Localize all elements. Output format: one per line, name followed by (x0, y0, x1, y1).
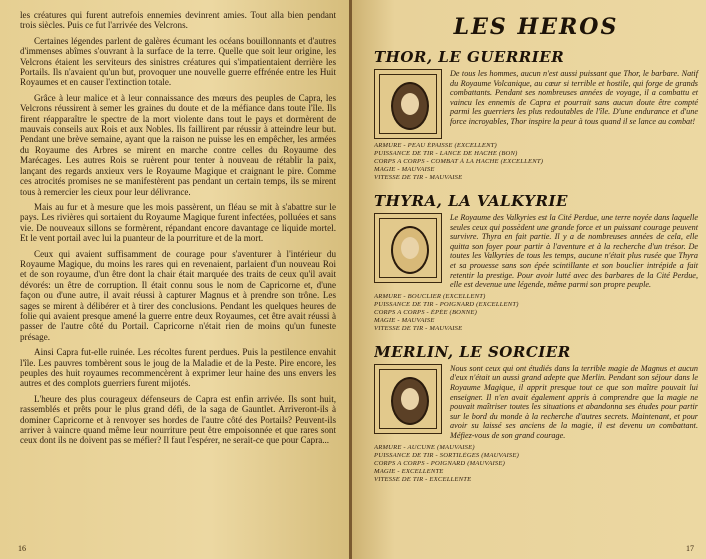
stat-line: VITESSE DE TIR - MAUVAISE (374, 174, 463, 181)
stat-line: CORPS A CORPS - COMBAT À LA HACHE (EXCELLENT) (374, 158, 544, 165)
stat-line: MAGIE - EXCELLENTE (374, 467, 444, 475)
hero-portrait-frame (374, 364, 442, 434)
stat-line: PUISSANCE DE TIR - LANCE DE HACHE (BON) (374, 150, 518, 157)
hero-name: THOR, LE GUERRIER (374, 48, 565, 66)
hero-thyra (374, 192, 698, 333)
left-page (0, 0, 350, 559)
hero-description: Nous sont ceux qui ont étudiés dans la terrible magie de Magnus et aucun d'eux n'était un aussi grand adepte que Merlin. Pendant son séjour dans le Royaume Magique, il apprit presque tout ce que son maître pouvait lui enseigner. Il n'en avait également appris à comprendre que la magie ne pouvait maîtriser toutes les situations et abandonna ses études pour partir sur le bord du monde à la recherche d'autres secrets. Maintenant, et pour avoir su laissé ses anciens de la magie, il est devenu un combattant. Méfiez-vous de son grand courage. (450, 363, 698, 440)
story-paragraph-3: Grâce à leur malice et à leur connaissance des mœurs des peuples de Capra, les Velcrons réussirent à semer les graines du doute et de la méfiance dans toute l'île. Ils firent réapparaître le spectre de la mort violente dans tout le pays et dormèrent de mauvais conseils aux Rois et aux Nobles. Ils faillirent par réussir à atteindre leur but. Pendant une brève semaine, ayant que la raison ne puisse les en empêcher, les armées du Royaume des Arbres se mirent en marche contre celles du Royaume des Marécages. Les autres Rois se ruèrent pour tenter à nouveau de rétablir la paix, lançant des regards anxieux vers le Royaume Magique et craignant le pire. Comme ces atrocités promises ne se manifestèrent pas pendant un certain temps, ils se mirent tous à remercier les cieux pour leur délivrance. (20, 92, 336, 197)
hero-name: THYRA, LA VALKYRIE (374, 192, 568, 210)
hero-stats (374, 293, 698, 333)
hero-description: De tous les hommes, aucun n'est aussi puissant que Thor, le barbare. Natif du Royaume Volcanique, au cœur si terrible et hostile, qui forge de grands combattants. Pendant ses nombreuses années de voyage, il a combattu et vaincu les ennemis de Capra et pourrait sans aucun doute être compté parmi les guerriers les plus redoutables de l'île. D'une endurance et d'une force incroyables, Thor inspire la peur à tous quand il se lance au combat! (450, 69, 698, 126)
story-paragraph-4: Mais au fur et à mesure que les mois passèrent, un fléau se mit à s'abattre sur le pays. Les rivières qui sortaient du Royaume Magique furent infectées, polluées et sans vie. De nouveaux sillons se formèrent, répandant encore davantage ce liquide mortel. Et le vent portail avec lui la puanteur de la pourriture et de la mort. (20, 201, 336, 244)
hero-description: Le Royaume des Valkyries est la Cité Perdue, une terre noyée dans laquelle seules ceux qui possèdent une grande force et un puissant courage peuvent survivre. Thyra en fait partie. Il y a de nombreuses années de cela, elle quitta son foyer pour partir à l'aventure et à la recherche d'un trésor. De toutes les Valkyries de tous les temps, aucune n'était plus rusée que Thyra et sa prouesse sans son épée scintillante et son bouclier intrépide a fait retentir la prestige. Pour avoir lutté avec des barbares de la Cité Perdue, elle est devenue une légende, même parmi son propre peuple. (450, 213, 698, 290)
thyra-portrait-icon (391, 226, 429, 274)
right-page (352, 0, 706, 559)
stat-line: PUISSANCE DE TIR - SORTILÈGES (MAUVAISE) (374, 451, 520, 459)
thor-portrait-icon (391, 82, 429, 130)
stat-line: ARMURE - PEAU ÉPAISSE (EXCELLENT) (374, 142, 497, 149)
merlin-portrait-icon (391, 377, 429, 425)
story-paragraph-6: Ainsi Capra fut-elle ruinée. Les récoltes furent perdues. Puis la pestilence envahit l'île. Les pauvres tombèrent sous le joug de la Maladie et de la Peste. Pire encore, les peuples des huit royaumes recommencèrent à exprimer leur haine des uns envers les autres et des complots guerriers furent mijotés. (20, 347, 336, 389)
hero-name: MERLIN, LE SORCIER (374, 342, 571, 361)
stat-line: CORPS A CORPS - POIGNARD (MAUVAISE) (374, 459, 505, 467)
stat-line: VITESSE DE TIR - MAUVAISE (374, 324, 463, 332)
stat-line: MAGIE - MAUVAISE (374, 166, 435, 173)
hero-stats (374, 142, 698, 182)
story-paragraph-5: Ceux qui avaient suffisamment de courage pour s'aventurer à l'intérieur du Royaume Magique, du moins les rares qui en revenaient, parlaient d'un nouveau Roi et de son royaume, d'un être dont la chair était marquée des traits de ceux qu'il avait dévorés: un être de corruption. Il était connu sous le nom de Capricorne et, d'une façon ou d'une autre, il avait réussi à capturer Magnus et à prendre son trône. Les sages se mirent à délibérer et à tirer des conclusions. Pendant les quelques heures de folie qui avaient presque amené la guerre entre deux Royaumes, cet être avait réussi à passer de l'autre côté du Portail. Capricorne n'était rien de moins qu'un funeste présage. (20, 248, 336, 342)
stat-line: ARMURE - AUCUNE (MAUVAISE) (374, 443, 475, 451)
story-paragraph-2: Certaines légendes parlent de galères écumant les océans bouillonnants et d'autres d'immenses abîmes s'ouvrant à la surface de la terre. Quelle que soit leur origine, les Velcrons étaient les serviteurs des sinistres créatures qui s'impatientaient derrière les Portails. Ils n'avaient qu'un but, provoquer une nouvelle guerre effrénée entre les Huit Royaumes et en causer l'extinction totale. (20, 35, 336, 88)
stat-line: MAGIE - MAUVAISE (374, 316, 435, 324)
story-paragraph-1: les créatures qui furent autrefois ennemies devinrent amies. Tout alla bien pendant trois siècles. Puis ce fut l'arrivée des Velcrons. (20, 10, 336, 31)
hero-portrait-frame (374, 213, 442, 283)
hero-merlin (374, 343, 698, 484)
stat-line: CORPS A CORPS - ÉPÉE (BONNE) (374, 308, 477, 316)
page-number-right: 17 (686, 544, 694, 553)
stat-line: ARMURE - BOUCLIER (EXCELLENT) (374, 292, 486, 300)
hero-stats (374, 444, 698, 484)
stat-line: PUISSANCE DE TIR - POIGNARD (EXCELLENT) (374, 300, 519, 308)
stat-line: VITESSE DE TIR - EXCELLENTE (374, 475, 472, 483)
story-paragraph-7: L'heure des plus courageux défenseurs de Capra est enfin arrivée. Ils sont huit, rassemblés et prêts pour le plus grand défi, de la saga de Gauntlet. Arriveront-ils à dominer Capricorne et à renvoyer ses hordes de l'autre côté des Portails? Peuvent-ils arriver à vaincre quand même leur nourriture peut être empoisonnée et que rares sont ceux dont ils ne doivent pas se méfier? Il faut l'espérer, ne serait-ce que pour Capra... (20, 393, 336, 446)
hero-thor (374, 48, 698, 182)
page-number-left: 16 (18, 544, 26, 553)
heroes-title: LES HEROS (453, 14, 619, 40)
hero-portrait-frame (374, 69, 442, 139)
